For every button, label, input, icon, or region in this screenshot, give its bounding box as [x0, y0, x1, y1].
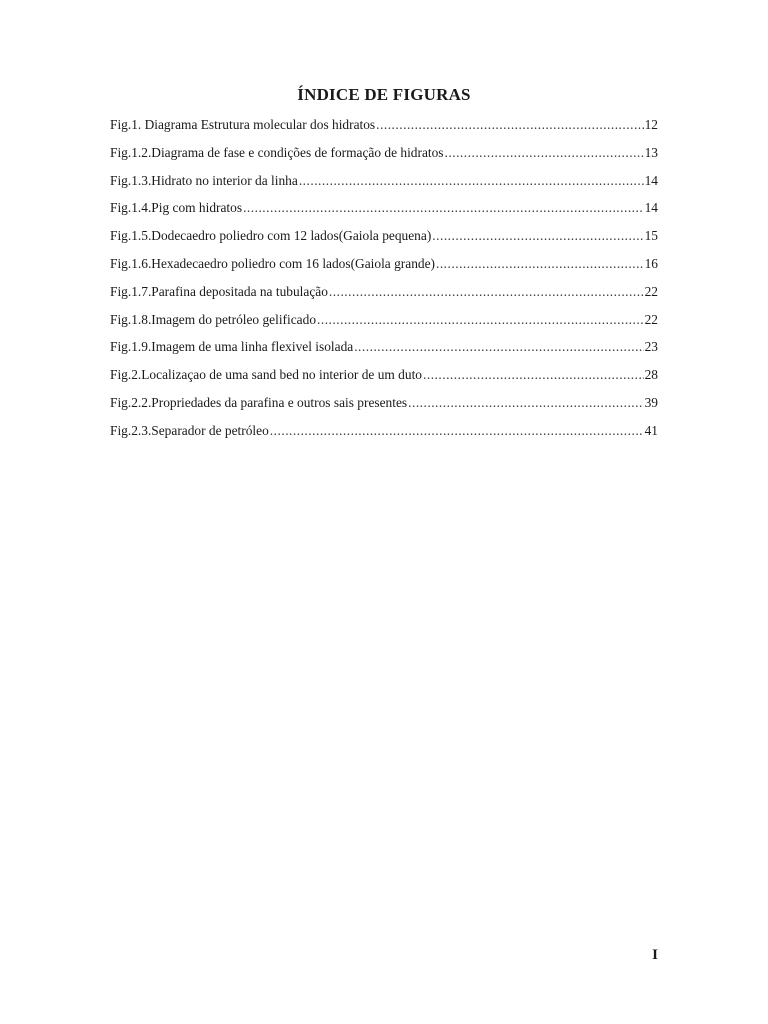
list-item [110, 254, 658, 282]
dot-leader [436, 254, 644, 274]
dot-leader [423, 365, 644, 385]
entry-label: Fig.1.6.Hexadecaedro poliedro com 16 lados(Gaiola grande) [110, 255, 435, 271]
entry-label: Fig.1.2.Diagrama de fase e condições de formação de hidratos [110, 144, 444, 160]
dot-leader [317, 310, 644, 330]
entry-label: Fig.1.8.Imagem do petróleo gelificado [110, 311, 317, 327]
dot-leader [354, 337, 643, 357]
dot-leader [445, 143, 644, 163]
entry-page: 28 [644, 367, 658, 383]
entry-page: 14 [644, 200, 658, 216]
entry-label: Fig.2.3.Separador de petróleo [110, 422, 269, 438]
figure-index-list [110, 115, 658, 449]
entry-label: Fig.1. Diagrama Estrutura molecular dos hidratos [110, 117, 376, 132]
list-item [110, 310, 658, 338]
entry-label: Fig.2.Localizaçao de uma sand bed no interior de um duto [110, 367, 422, 383]
list-item [110, 337, 658, 365]
list-item [110, 171, 658, 199]
entry-page: 12 [644, 117, 658, 132]
list-item [110, 198, 658, 226]
entry-label: Fig.1.7.Parafina depositada na tubulação [110, 283, 328, 299]
entry-label: Fig.1.5.Dodecaedro poliedro com 12 lados(Gaiola pequena) [110, 228, 432, 244]
entry-page: 16 [644, 255, 658, 271]
list-item [110, 282, 658, 310]
dot-leader [270, 421, 644, 441]
dot-leader [243, 198, 644, 218]
list-item [110, 365, 658, 393]
entry-page: 41 [644, 422, 658, 438]
entry-page: 22 [644, 311, 658, 327]
entry-page: 14 [644, 172, 658, 188]
list-item [110, 226, 658, 254]
entry-label: Fig.1.3.Hidrato no interior da linha [110, 172, 298, 188]
entry-label: Fig.1.9.Imagem de uma linha flexivel isolada [110, 339, 354, 355]
dot-leader [408, 393, 643, 413]
entry-page: 15 [644, 228, 658, 244]
entry-page: 23 [644, 339, 658, 355]
dot-leader [432, 226, 643, 246]
list-item [110, 421, 658, 449]
page-title: ÍNDICE DE FIGURAS [297, 85, 471, 104]
page-number: I [652, 947, 658, 963]
dot-leader [376, 115, 643, 135]
entry-page: 13 [644, 144, 658, 160]
entry-label: Fig.2.2.Propriedades da parafina e outros sais presentes [110, 394, 408, 410]
dot-leader [329, 282, 644, 302]
list-item [110, 115, 658, 143]
list-item [110, 393, 658, 421]
entry-page: 39 [644, 394, 658, 410]
dot-leader [299, 171, 644, 191]
entry-label: Fig.1.4.Pig com hidratos [110, 200, 243, 216]
entry-page: 22 [644, 283, 658, 299]
list-item [110, 143, 658, 171]
